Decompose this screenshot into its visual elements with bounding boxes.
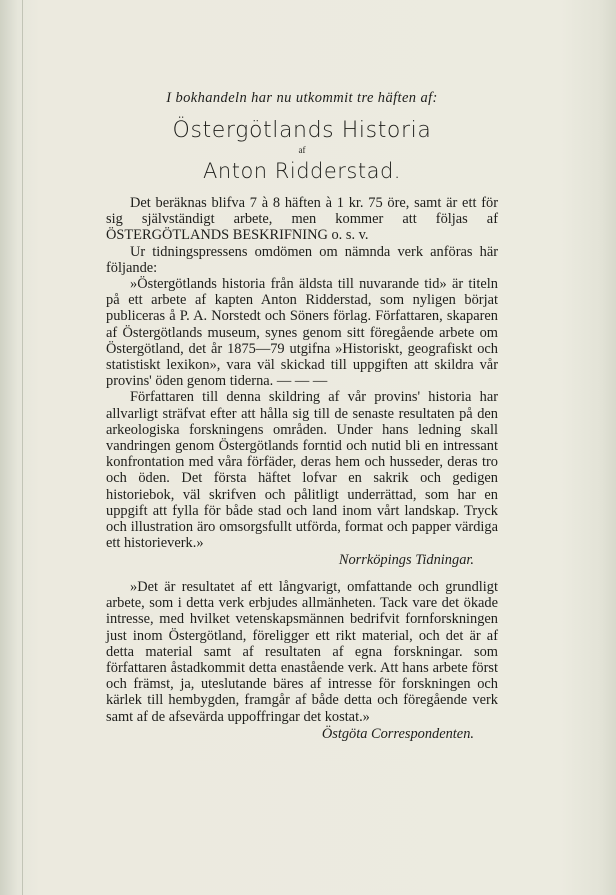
paragraph-press-intro: Ur tidningspressens omdömen om nämnda verk anföras här följande: [106,243,498,276]
page-spine-edge [22,0,23,895]
page-content [106,86,498,742]
book-title: Östergötlands Historia [172,118,432,143]
quote-norrkoping-part1: »Östergötlands historia från äldsta till nuvarande tid» är titeln på ett arbete af kapten Anton Ridderstad, som nyligen börjat publiceras å P. A. Norstedt och Söners förlag. Författaren, skaparen af Östergötlands museum, synes genom sitt föregående arbete om Östergötland, det år 1875—79 utgifna »Historiskt, geografiskt och statistiskt lexikon», vara väl skickad till uppgiften att skildra vår provins' öden genom tiderna. — — — [106,276,498,390]
source-ostgota-correspondenten: Östgöta Correspondenten. [321,725,474,742]
quote-ostgota: »Det är resultatet af ett långvarigt, omfattande och grundligt arbete, som i detta verk erbjudes allmänheten. Tack vare det ökade intresse, med hvilket vetenskapsmännen bedrifvit fornforskningen just inom Östergötland, föreligger ett rikt material, och det är af detta material samt af resultaten af egna forskningar. som författaren åstadkommit detta enastående verk. Att hans arbete först och främst, ja, uteslutande bäres af intresse för forskningen och kärlek till hembygden, framgår af både detta och föregående verk samt af de afsevärda uppoffringar det kostat.» [106,578,498,725]
quote-norrkoping-part2: Författaren till denna skildring af vår provins' historia har allvarligt sträfvat efter att hålla sig till de senaste resultaten på den arkeologiska forskningens områden. Under hans ledning skall vandringen genom Östergötlands forntid och nutid bli en intressant konfrontation med våra förfäder, deras hem och husseder, deras tro och öden. Det första häftet lofvar en sakrik och gedigen historiebok, väl skrifven och pålitligt underrättad, som har en uppgift att fylla för både stad och land inom vårt landskap. Tryck och illustration äro omsorgsfullt utförda, format och papper värdiga ett historieverk.» [106,389,498,552]
source-norrkopings-tidningar: Norrköpings Tidningar. [338,552,474,569]
intro-line: I bokhandeln har nu utkommit tre häften af: [166,90,438,106]
by-word: af [298,145,306,155]
book-author: Anton Ridderstad. [203,159,401,183]
paragraph-price: Det beräknas blifva 7 à 8 häften à 1 kr. 75 öre, samt är ett för sig självständigt arbete, men kommer att följas af ÖSTERGÖTLANDS BESKRIFNING o. s. v. [106,195,498,244]
